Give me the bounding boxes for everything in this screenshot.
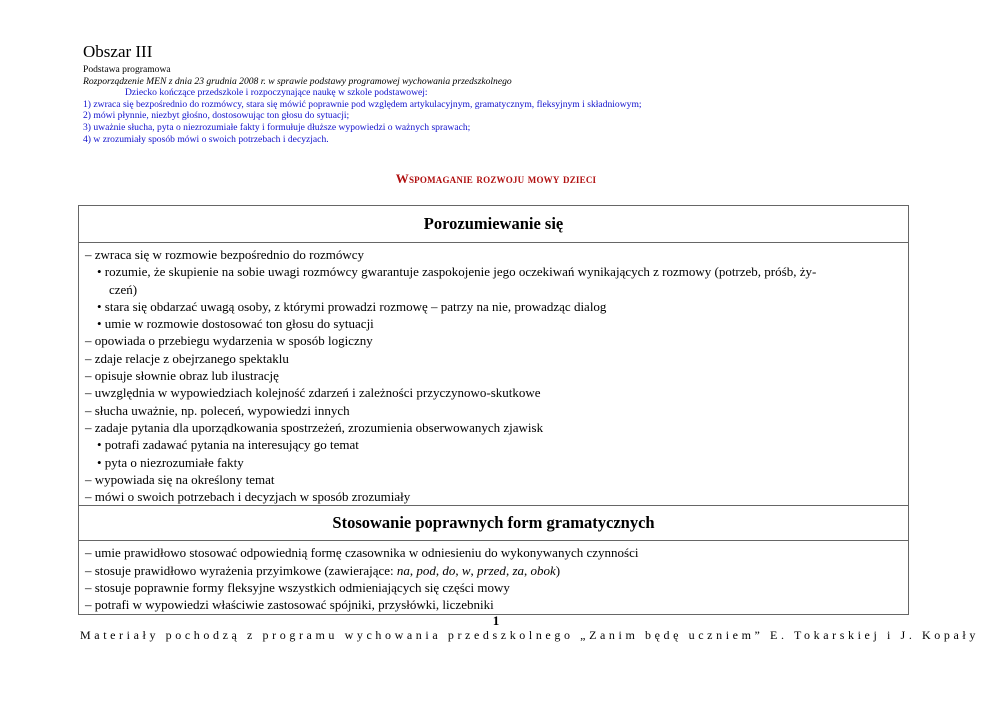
content-table [78,205,909,615]
bullet-item-continuation: czeń) [109,281,138,297]
preposition: w [461,562,471,578]
list-item: – zdaje relacje z obejrzanego spektaklu [85,350,289,366]
header-intro: Dziecko kończące przedszkole i rozpoczynające naukę w szkole podstawowej: [125,87,428,99]
header-item: 3) uważnie słucha, pyta o niezrozumiałe fakty i formułuje dłuższe wypowiedzi o ważnych sprawach; [83,121,471,133]
bullet-item: • pyta o niezrozumiałe fakty [97,454,244,470]
preposition: na [396,562,410,578]
list-item: – potrafi w wypowiedzi właściwie zastosować spójniki, przysłówki, liczebniki [85,597,494,613]
page-number: 1 [492,613,500,628]
list-item: – uwzględnia w wypowiedziach kolejność zdarzeń i zależności przyczynowo-skutkowe [85,385,541,401]
section-heading: Porozumiewanie się [79,206,908,243]
header-regulation: Rozporządzenie MEN z dnia 23 grudnia 2008 r. w sprawie podstawy programowej wychowania przedszkolnego [83,75,512,87]
section-body [79,243,908,505]
preposition: przed [477,562,506,578]
header-item: 2) mówi płynnie, niezbyt głośno, dostosowując ton głosu do sytuacji; [83,110,350,122]
section-heading: Stosowanie poprawnych form gramatycznych [79,505,908,541]
list-item-text: – stosuje prawidłowo wyrażenia przyimkowe (zawierające: [85,562,397,578]
footer-credit: Materiały pochodzą z programu wychowania przedszkolnego „Zanim będę uczniem” E. Tokarskiej i J. Kopały [80,628,979,642]
list-item: – mówi o swoich potrzebach i decyzjach w sposób zrozumiały [85,489,411,505]
list-item: – opowiada o przebiegu wydarzenia w sposób logiczny [85,333,373,349]
list-item-text: ) [555,562,561,578]
preposition: pod [416,562,436,578]
list-item: – zwraca się w rozmowie bezpośrednio do rozmówcy [85,247,365,262]
bullet-item: • rozumie, że skupienie na sobie uwagi rozmówcy gwarantuje zaspokojenie jego oczekiwań wynikających z rozmowy (potrzeb, próśb, ży- [97,264,817,280]
preposition: do [442,562,456,578]
preposition: za [512,562,524,578]
list-item: – opisuje słownie obraz lub ilustrację [85,368,279,384]
section-body [79,541,908,613]
list-item: – wypowiada się na określony temat [85,471,275,487]
list-item: – stosuje poprawnie formy fleksyjne wszystkich odmieniających się części mowy [85,580,510,596]
document-title: Wspomaganie rozwoju mowy dzieci [395,171,597,186]
area-heading: Obszar III [83,42,153,61]
header-item: 4) w zrozumiały sposób mówi o swoich potrzebach i decyzjach. [83,133,329,145]
bullet-item: • umie w rozmowie dostosować ton głosu do sytuacji [97,316,374,332]
preposition: obok [530,562,556,578]
list-item: – zadaje pytania dla uporządkowania spostrzeżeń, zrozumienia obserwowanych zjawisk [85,419,544,435]
curriculum-header [83,64,642,145]
list-item: – stosuje prawidłowo wyrażenia przyimkowe (zawierające: na, pod, do, w, przed, za, obok) [85,562,561,578]
bullet-item: • potrafi zadawać pytania na interesujący go temat [97,437,359,453]
list-item: – umie prawidłowo stosować odpowiednią formę czasownika w odniesieniu do wykonywanych czynności [85,545,639,561]
bullet-item: • stara się obdarzać uwagą osoby, z którymi prowadzi rozmowę – patrzy na nie, prowadząc dialog [97,298,607,314]
header-line: Podstawa programowa [83,64,171,75]
header-item: 1) zwraca się bezpośrednio do rozmówcy, stara się mówić poprawnie pod względem artykulacyjnym, gramatycznym, fleksyjnym i składniowym; [83,98,642,110]
list-item: – słucha uważnie, np. poleceń, wypowiedzi innych [85,402,350,418]
